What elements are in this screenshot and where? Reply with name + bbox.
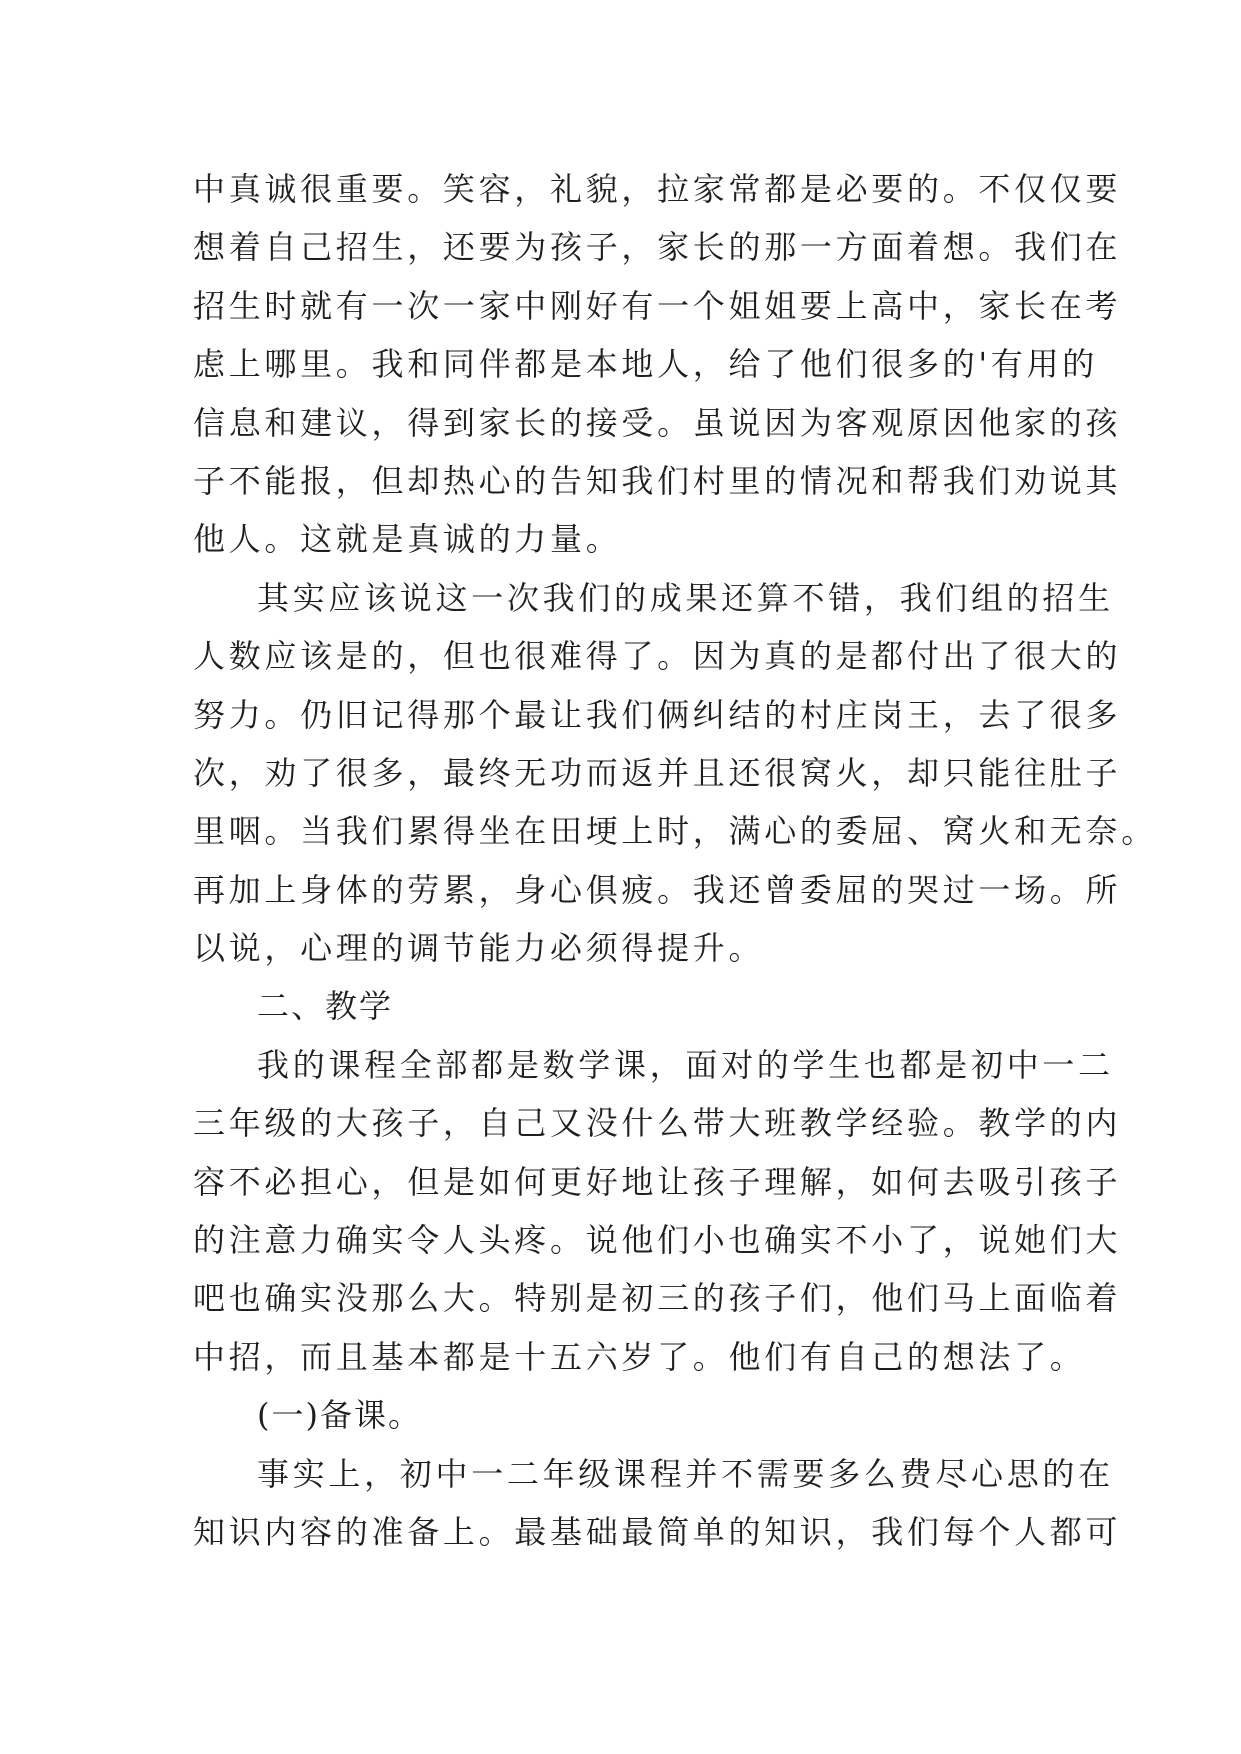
paragraph-start-line: 我的课程全部都是数学课，面对的学生也都是初中一二 — [257, 1045, 1114, 1084]
text-line: 中真诚很重要。笑容，礼貌，拉家常都是必要的。不仅仅要 — [193, 170, 1122, 208]
text-line: 人数应该是的，但也很难得了。因为真的是都付出了很大的 — [193, 637, 1122, 676]
text-line: 里咽。当我们累得坐在田埂上时，满心的委屈、窝火和无奈。 — [193, 812, 1157, 851]
text-line: 招生时就有一次一家中刚好有一个姐姐要上高中，家长在考 — [193, 286, 1122, 325]
text-line: 三年级的大孩子，自己又没什么带大班教学经验。教学的内 — [193, 1104, 1122, 1143]
text-line: 虑上哪里。我和同伴都是本地人，给了他们很多的'有用的 — [193, 345, 1098, 384]
text-line: 信息和建议，得到家长的接受。虽说因为客观原因他家的孩 — [193, 403, 1122, 442]
body-text — [193, 160, 1157, 1561]
text-line: 容不必担心，但是如何更好地让孩子理解，如何去吸引孩子 — [193, 1162, 1122, 1201]
text-line: 吧也确实没那么大。特别是初三的孩子们，他们马上面临着 — [193, 1279, 1122, 1318]
text-line: 知识内容的准备上。最基础最简单的知识，我们每个人都可 — [193, 1512, 1122, 1551]
paragraph-start-line: 事实上，初中一二年级课程并不需要多么费尽心思的在 — [257, 1454, 1114, 1493]
text-line: 子不能报，但却热心的告知我们村里的情况和帮我们劝说其 — [193, 461, 1122, 500]
text-line: 以说，心理的调节能力必须得提升。 — [193, 929, 765, 968]
text-line: 次，劝了很多，最终无功而返并且还很窝火，却只能往肚子 — [193, 753, 1122, 792]
section-heading: 二、教学 — [257, 987, 394, 1026]
text-line: 中招，而且基本都是十五六岁了。他们有自己的想法了。 — [193, 1337, 1086, 1376]
text-line: 再加上身体的劳累，身心俱疲。我还曾委屈的哭过一场。所 — [193, 870, 1122, 909]
text-line: 他人。这就是真诚的力量。 — [193, 520, 622, 559]
text-line: 的注意力确实令人头疼。说他们小也确实不小了，说她们大 — [193, 1221, 1122, 1260]
text-line: 努力。仍旧记得那个最让我们俩纠结的村庄岗王，去了很多 — [193, 695, 1122, 734]
paragraph-start-line: 其实应该说这一次我们的成果还算不错，我们组的招生 — [257, 578, 1114, 617]
subsection-heading: (一)备课。 — [257, 1396, 422, 1435]
text-line: 想着自己招生，还要为孩子，家长的那一方面着想。我们在 — [193, 228, 1122, 267]
